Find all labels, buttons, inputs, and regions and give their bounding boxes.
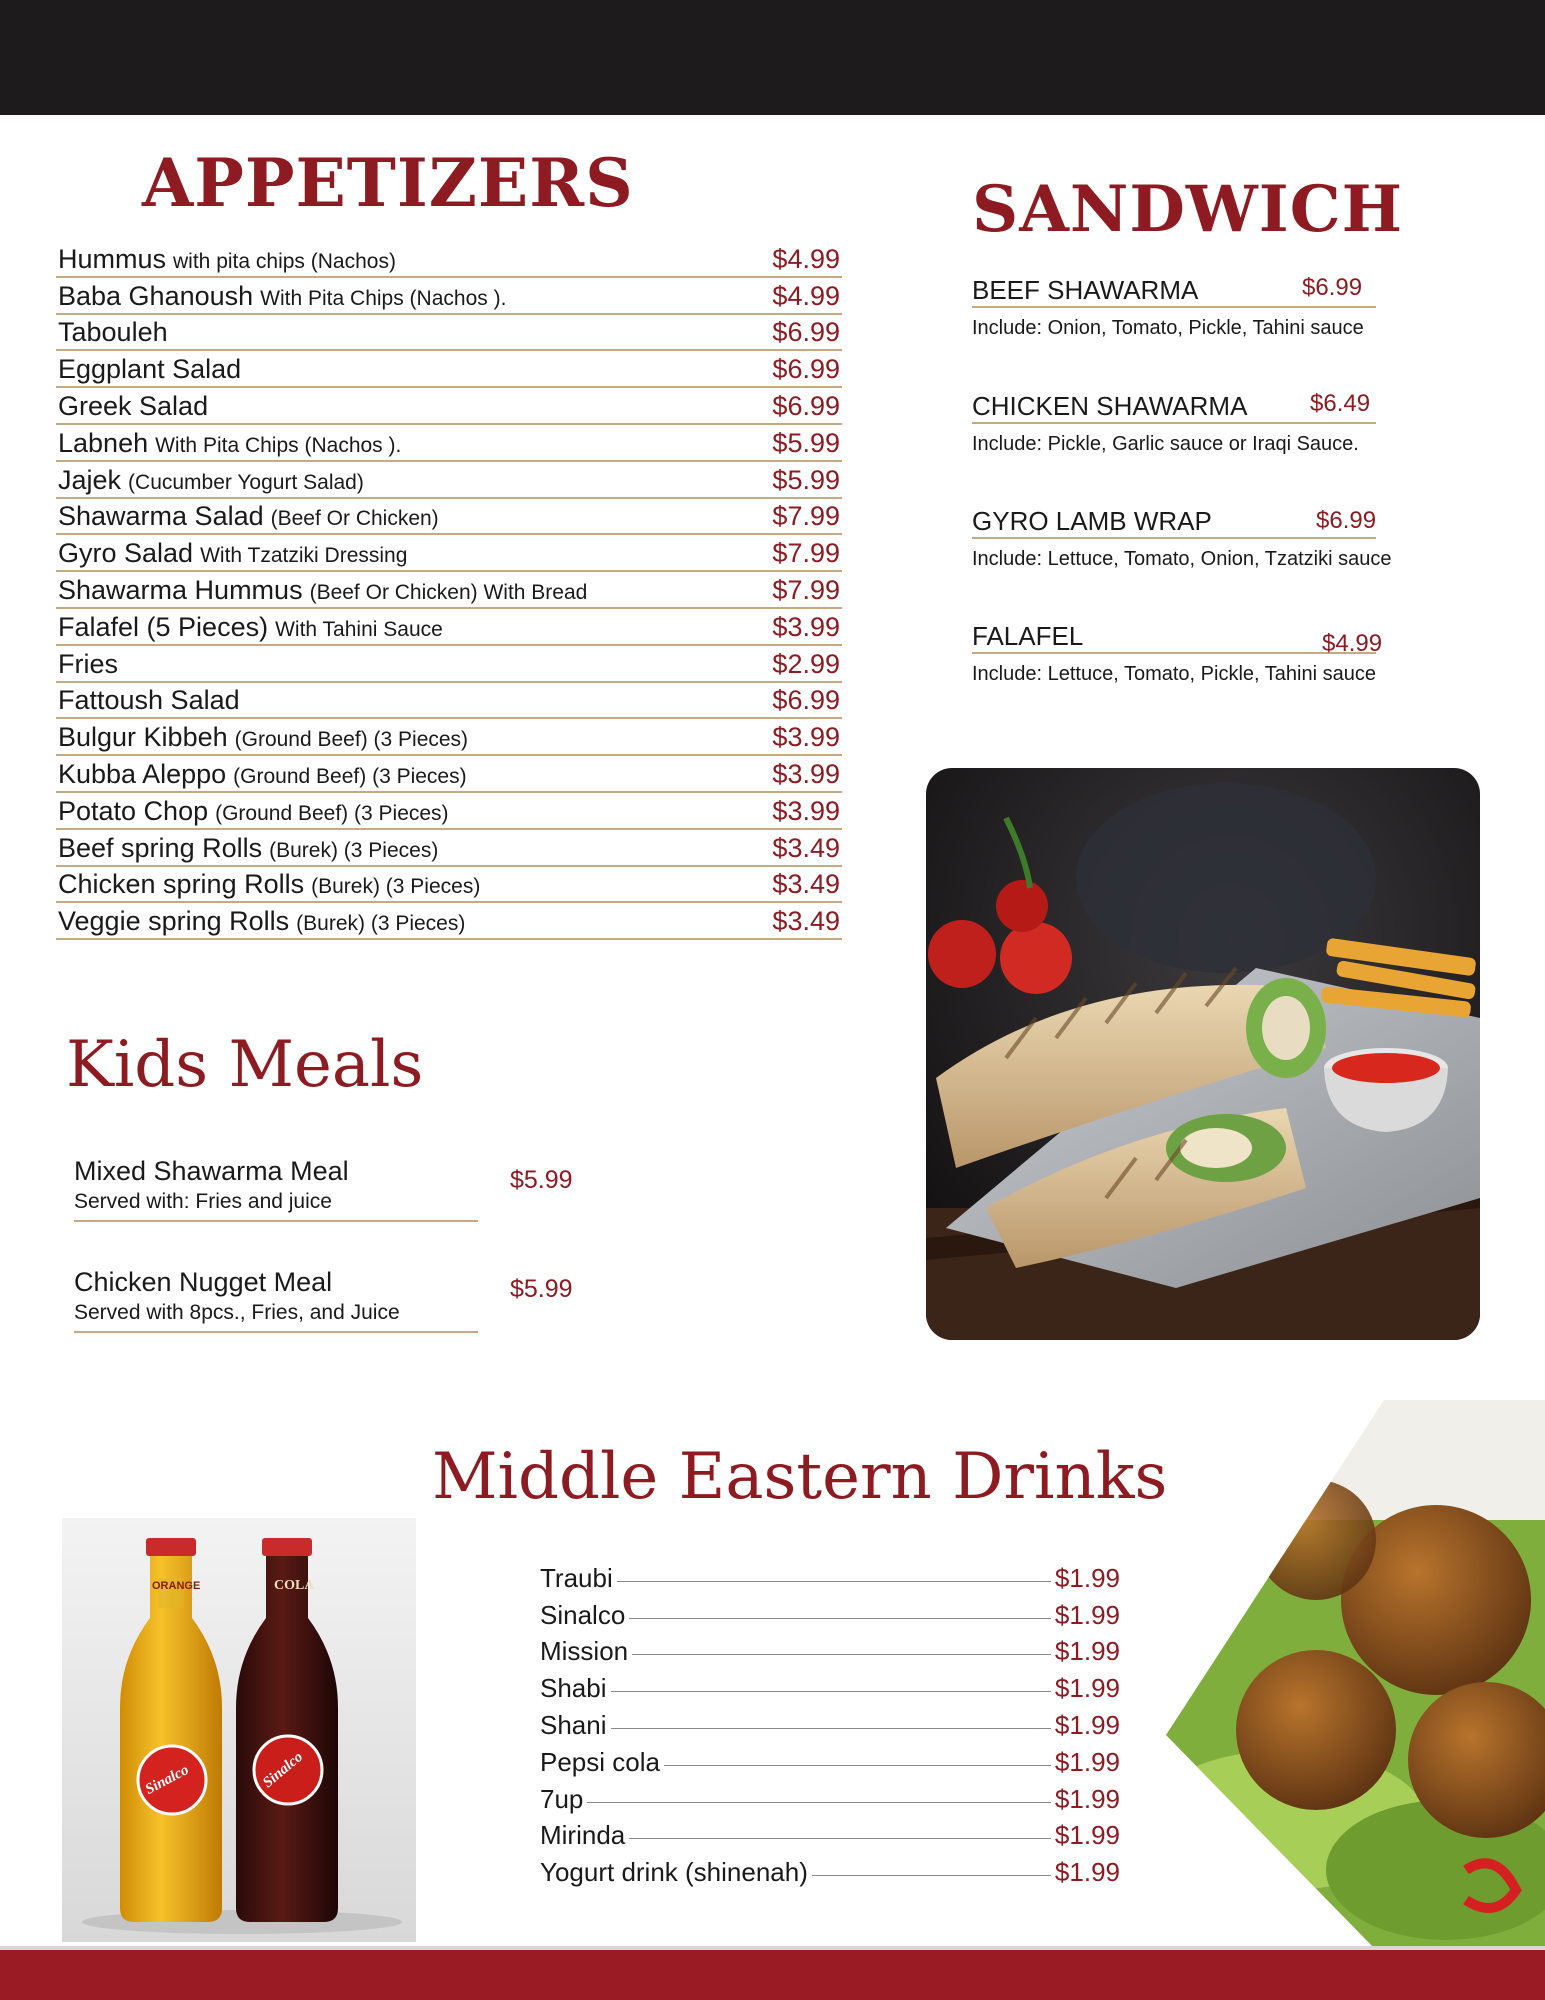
item-name: Eggplant Salad [58,354,242,385]
list-item [56,315,842,352]
item-name: Tabouleh [58,317,168,348]
item-price: $7.99 [772,574,840,605]
orange-bottle-label: ORANGE [152,1580,201,1592]
dot-leader [611,1691,1051,1692]
list-item [56,646,842,683]
list-item [540,1744,1120,1781]
list-item [540,1560,1120,1597]
dot-leader [587,1802,1051,1803]
appetizers-list [56,241,842,940]
item-name: 7up [540,1783,584,1814]
item-price: $6.99 [772,390,840,421]
item-note: (Burek) (3 Pieces) [311,875,481,899]
item-price: $3.49 [772,906,840,937]
item-name: Shawarma Salad [58,501,264,532]
item-note: (Ground Beef) (3 Pieces) [215,801,449,825]
item-note: (Burek) (3 Pieces) [296,912,466,936]
item-name: BEEF SHAWARMA [972,275,1199,305]
sandwich-item-header [972,614,1383,657]
item-name: Fries [58,648,118,679]
item-price: $4.99 [772,280,840,311]
list-item [56,388,842,425]
item-price: $6.99 [772,317,840,348]
item-price: $4.99 [1322,630,1383,657]
item-name: Chicken spring Rolls [58,869,305,900]
dot-leader [611,1728,1051,1729]
list-item [56,903,842,940]
dot-leader [629,1618,1051,1619]
sandwich-item-header [972,384,1376,424]
drinks-list [540,1560,1120,1891]
item-price: $3.49 [772,832,840,863]
dot-leader [629,1838,1051,1839]
item-price: $1.99 [1054,1746,1120,1777]
dot-leader [664,1765,1051,1766]
item-name: CHICKEN SHAWARMA [972,391,1248,421]
sandwich-heading: SANDWICH [972,172,1404,247]
item-price: $3.99 [772,722,840,753]
shawarma-wrap-photo [926,768,1480,1340]
item-description: Include: Pickle, Garlic sauce or Iraqi Sauce. [972,433,1359,455]
top-bar [0,0,1545,115]
item-price: $2.99 [772,648,840,679]
item-note: (Beef Or Chicken) With Bread [309,580,588,604]
item-price: $1.99 [1054,1710,1120,1741]
cola-bottle-label: COLA [274,1578,315,1593]
dot-leader [617,1581,1051,1582]
item-name: Chicken Nugget Meal [74,1267,333,1297]
item-description: Include: Onion, Tomato, Pickle, Tahini sauce [972,317,1364,339]
item-price: $4.99 [772,243,840,274]
item-name: Shabi [540,1673,607,1704]
item-name: Shani [540,1710,607,1741]
item-note: With Tahini Sauce [275,617,443,641]
item-price: $5.99 [510,1166,573,1194]
item-name: Baba Ghanoush [58,280,254,311]
list-item [540,1781,1120,1818]
list-item [540,1597,1120,1634]
item-name: FALAFEL [972,621,1084,651]
list-item [56,278,842,315]
item-name: Fattoush Salad [58,685,240,716]
sandwich-item [972,614,1452,686]
item-name: Labneh [58,427,149,458]
item-note: (Cucumber Yogurt Salad) [128,470,364,494]
list-item [56,462,842,499]
item-price: $5.99 [510,1275,573,1303]
item-name: Sinalco [540,1599,626,1630]
item-price: $7.99 [772,538,840,569]
item-price: $6.49 [1310,390,1371,417]
item-price: $1.99 [1054,1599,1120,1630]
list-item [540,1818,1120,1855]
sandwich-item [972,384,1452,456]
sinalco-logo-cola: Sinalco [259,1748,307,1792]
item-price: $5.99 [772,427,840,458]
sinalco-bottles-photo [62,1518,416,1942]
item-note: With Tzatziki Dressing [200,544,408,568]
item-price: $3.49 [772,869,840,900]
item-price: $1.99 [1054,1636,1120,1667]
kids-meals-heading: Kids Meals [66,1028,424,1102]
item-name: Greek Salad [58,390,209,421]
sinalco-logo-orange: Sinalco [142,1762,192,1799]
item-name: Gyro Salad [58,538,194,569]
item-name: Mirinda [540,1820,626,1851]
item-name: Yogurt drink (shinenah) [540,1857,808,1888]
item-price: $1.99 [1054,1820,1120,1851]
item-description: Include: Lettuce, Tomato, Pickle, Tahini sauce [972,663,1376,685]
list-item [540,1634,1120,1671]
list-item [56,683,842,720]
list-item [56,793,842,830]
falafel-photo [1166,1400,1545,1950]
item-price: $1.99 [1054,1783,1120,1814]
list-item [56,535,842,572]
item-name: Beef spring Rolls [58,832,263,863]
sandwich-item [972,268,1452,340]
list-item [56,499,842,536]
item-name: Mission [540,1636,629,1667]
kids-meal-item [74,1156,478,1222]
item-description: Served with: Fries and juice [74,1190,332,1213]
list-item [56,241,842,278]
item-note: with pita chips (Nachos) [173,249,396,273]
list-item [56,609,842,646]
list-item [56,867,842,904]
list-item [540,1670,1120,1707]
item-price: $6.99 [1316,507,1377,534]
item-price: $3.99 [772,795,840,826]
item-price: $6.99 [1302,274,1363,301]
item-note: (Ground Beef) (3 Pieces) [233,764,467,788]
item-name: Bulgur Kibbeh [58,722,228,753]
item-price: $7.99 [772,501,840,532]
item-name: GYRO LAMB WRAP [972,506,1212,536]
item-note: (Ground Beef) (3 Pieces) [234,728,469,752]
item-note: With Pita Chips (Nachos ). [155,433,402,457]
list-item [56,719,842,756]
item-price: $6.99 [772,354,840,385]
item-name: Veggie spring Rolls [58,906,290,937]
list-item [56,425,842,462]
bottom-bar [0,1950,1545,2000]
item-note: With Pita Chips (Nachos ). [260,286,507,310]
item-name: Hummus [58,243,167,274]
item-name: Pepsi cola [540,1746,660,1777]
list-item [56,756,842,793]
appetizers-heading: APPETIZERS [142,144,634,222]
item-note: (Beef Or Chicken) [270,507,439,531]
item-name: Kubba Aleppo [58,758,227,789]
item-price: $3.99 [772,611,840,642]
item-price: $1.99 [1054,1673,1120,1704]
item-note: (Burek) (3 Pieces) [269,838,439,862]
item-price: $5.99 [772,464,840,495]
item-description: Include: Lettuce, Tomato, Onion, Tzatziki sauce [972,548,1392,570]
item-price: $1.99 [1054,1857,1120,1888]
item-name: Jajek [58,464,122,495]
item-name: Potato Chop [58,795,209,826]
item-price: $1.99 [1054,1562,1120,1593]
item-name: Shawarma Hummus [58,574,303,605]
item-price: $3.99 [772,758,840,789]
item-price: $6.99 [772,685,840,716]
sandwich-item-header [972,499,1376,539]
dot-leader [812,1875,1051,1876]
drinks-heading: Middle Eastern Drinks [432,1440,1168,1514]
item-name: Mixed Shawarma Meal [74,1156,349,1186]
item-name: Traubi [540,1562,613,1593]
item-description: Served with 8pcs., Fries, and Juice [74,1301,400,1324]
item-name: Falafel (5 Pieces) [58,611,269,642]
list-item [540,1854,1120,1891]
dot-leader [632,1654,1051,1655]
list-item [540,1707,1120,1744]
sandwich-item [972,499,1452,571]
sandwich-item-header [972,268,1376,308]
list-item [56,351,842,388]
list-item [56,572,842,609]
list-item [56,830,842,867]
kids-meal-item [74,1267,478,1333]
